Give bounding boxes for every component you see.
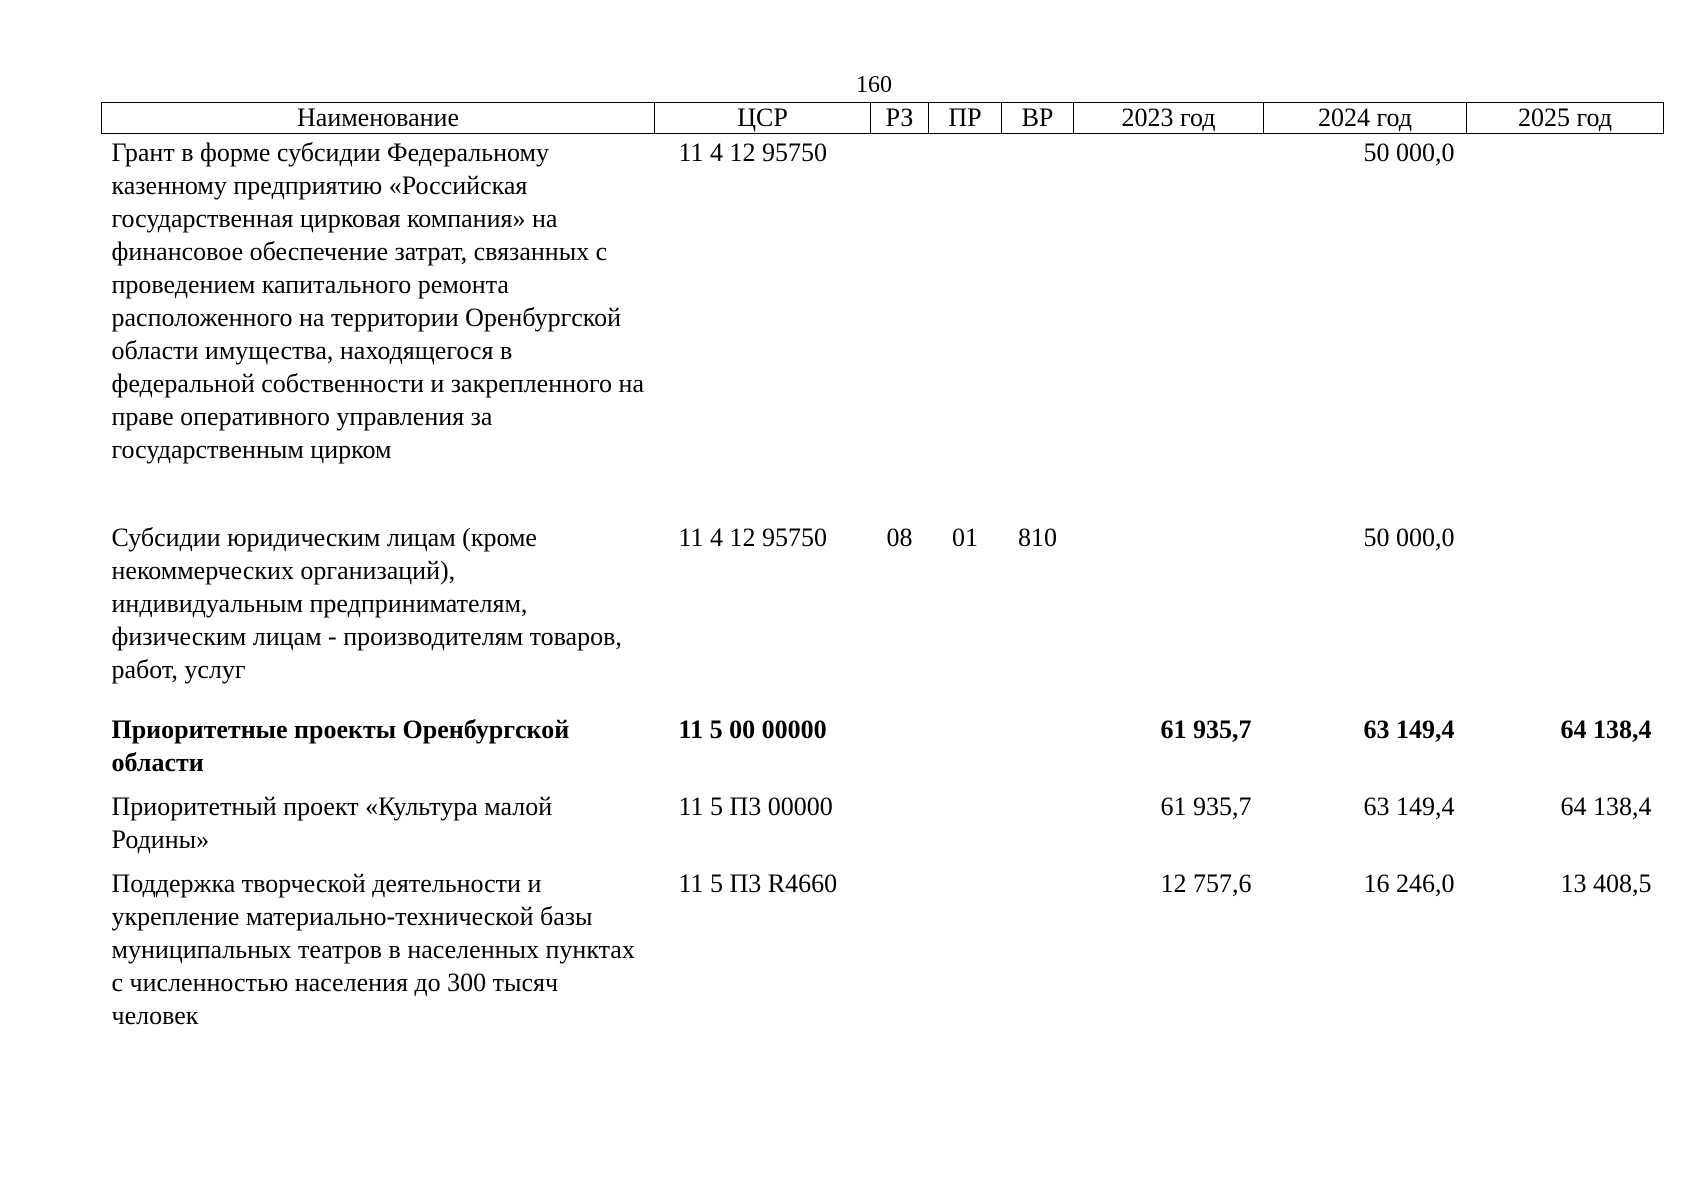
- table-row: [102, 134, 1664, 520]
- row-2024: 50 000,0: [1363, 523, 1455, 552]
- row-2024: 16 246,0: [1363, 869, 1455, 898]
- row-rz: [871, 867, 929, 1067]
- row-name: Поддержка творческой деятельности и укрепление материально-технической базы муниципальных театров в населенных пунктах с численностью населения до 300 тысяч человек: [111, 869, 635, 1030]
- row-2025: 64 138,4: [1560, 792, 1652, 821]
- row-rz: [871, 790, 929, 867]
- row-pr: [929, 134, 1002, 520]
- header-name: Наименование: [102, 103, 655, 134]
- row-vr: [1002, 790, 1074, 867]
- row-2023: 61 935,7: [1160, 792, 1252, 821]
- row-name: Приоритетные проекты Оренбургской области: [111, 715, 570, 777]
- row-pr: [929, 867, 1002, 1067]
- row-2024: 50 000,0: [1363, 138, 1455, 167]
- row-2023: [1074, 519, 1264, 713]
- row-name: Приоритетный проект «Культура малой Родины»: [111, 792, 553, 854]
- table-header-row: [102, 103, 1664, 134]
- row-2023: 61 935,7: [1160, 715, 1252, 744]
- row-pr: 01: [952, 523, 978, 552]
- row-rz: 08: [886, 523, 913, 552]
- row-pr: [929, 790, 1002, 867]
- table-row: [102, 713, 1664, 790]
- header-vr: ВР: [1002, 103, 1074, 134]
- row-2025: 64 138,4: [1560, 715, 1652, 744]
- row-2024: 63 149,4: [1363, 715, 1455, 744]
- row-2025: [1467, 134, 1664, 520]
- row-vr: 810: [1018, 523, 1057, 552]
- header-pr: ПР: [929, 103, 1002, 134]
- row-csr: 11 5 00 00000: [678, 715, 827, 744]
- row-2023: 12 757,6: [1160, 869, 1252, 898]
- header-rz: РЗ: [871, 103, 929, 134]
- row-csr: 11 5 П3 R4660: [678, 869, 838, 898]
- table-row: [102, 790, 1664, 867]
- row-vr: [1002, 134, 1074, 520]
- budget-table: [101, 102, 1664, 1067]
- row-pr: [929, 713, 1002, 790]
- row-2025: 13 408,5: [1560, 869, 1652, 898]
- page-number: 160: [856, 72, 892, 98]
- header-2024: 2024 год: [1264, 103, 1467, 134]
- row-csr: 11 4 12 95750: [678, 523, 828, 552]
- row-2025: [1467, 519, 1664, 713]
- table-row: [102, 867, 1664, 1067]
- row-2024: 63 149,4: [1363, 792, 1455, 821]
- row-name: Грант в форме субсидии Федеральному казенному предприятию «Российская государственная цирковая компания» на финансовое обеспечение затрат, связанных с проведением капитального ремонта расположенного на территории Оренбургской области имущества, находящегося в федеральной собственности и закрепленного на праве оперативного управления за государственным цирком: [111, 138, 644, 464]
- row-rz: [871, 134, 929, 520]
- row-rz: [871, 713, 929, 790]
- header-2025: 2025 год: [1467, 103, 1664, 134]
- row-csr: 11 5 П3 00000: [678, 792, 833, 821]
- header-csr: ЦСР: [655, 103, 871, 134]
- row-vr: [1002, 713, 1074, 790]
- header-2023: 2023 год: [1074, 103, 1264, 134]
- table-row: [102, 519, 1664, 713]
- row-2023: [1074, 134, 1264, 520]
- row-csr: 11 4 12 95750: [678, 138, 828, 167]
- row-name: Субсидии юридическим лицам (кроме некоммерческих организаций), индивидуальным предпринимателям, физическим лицам - производителям товаров, работ, услуг: [111, 523, 622, 684]
- row-vr: [1002, 867, 1074, 1067]
